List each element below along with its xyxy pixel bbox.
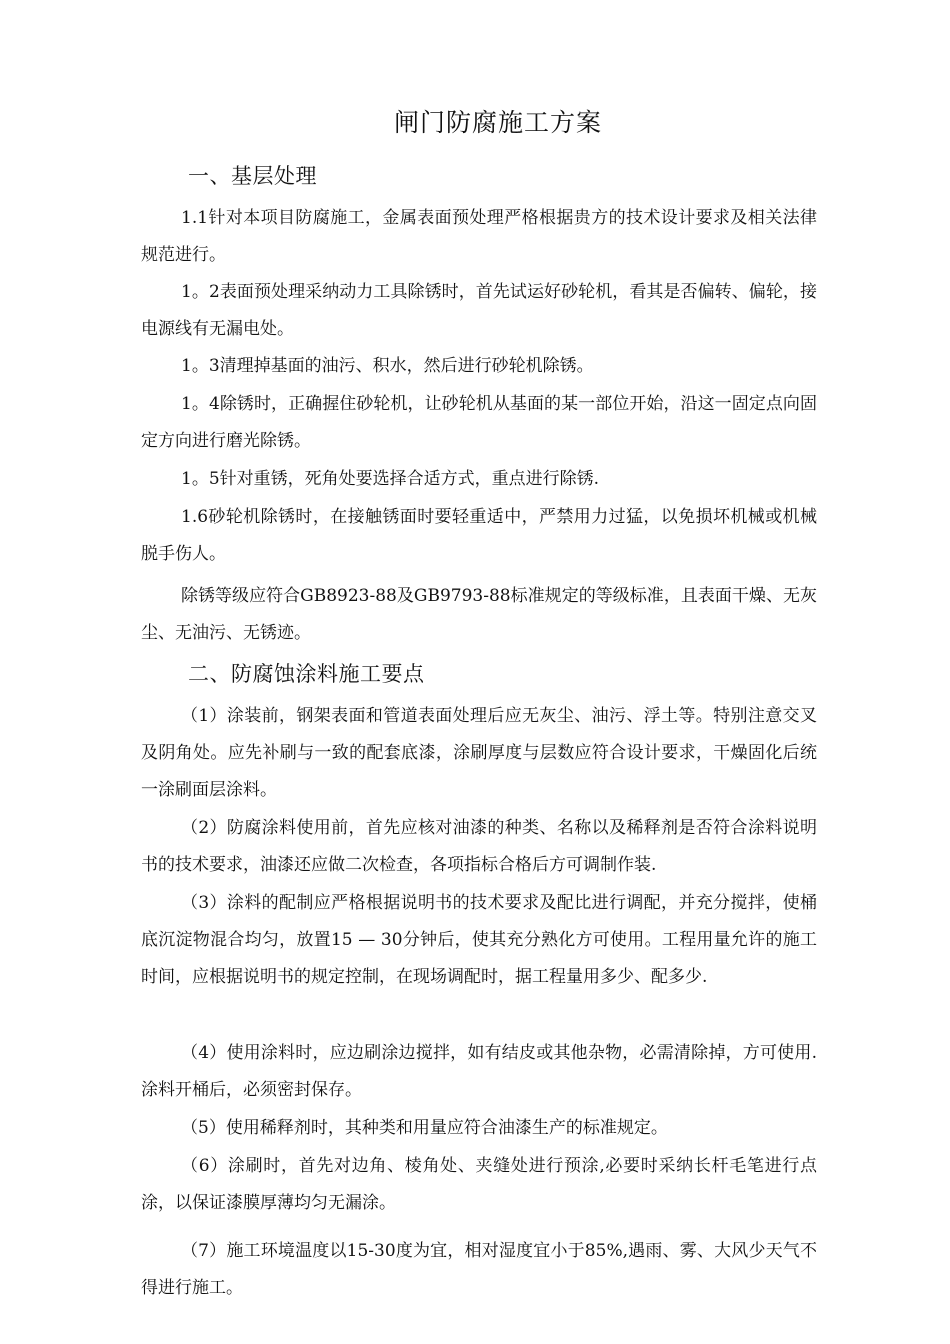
paragraph-1-4: 1。4除锈时，正确握住砂轮机，让砂轮机从基面的某一部位开始，沿这一固定点向固定方向进行磨光除锈。 [141, 394, 817, 451]
section-heading-1: 一、基层处理 [188, 164, 317, 188]
document-title: 闸门防腐施工方案 [393, 108, 602, 137]
paragraph-1-3: 1。3清理掉基面的油污、积水，然后进行砂轮机除锈。 [181, 356, 594, 376]
paragraph-1-1: 1.1针对本项目防腐施工，金属表面预处理严格根据贵方的技术设计要求及相关法律规范进行。 [141, 208, 817, 265]
paragraph-2-7: （7）施工环境温度以15-30度为宜，相对湿度宜小于85%,遇雨、雾、大风少天气不得进行施工。 [141, 1241, 817, 1298]
paragraph-1-2: 1。2表面预处理采纳动力工具除锈时，首先试运好砂轮机，看其是否偏转、偏轮，接电源线有无漏电处。 [141, 282, 817, 339]
paragraph-1-6: 1.6砂轮机除锈时，在接触锈面时要轻重适中，严禁用力过猛，以免损坏机械或机械脱手伤人。 [141, 507, 817, 564]
section-heading-2: 二、防腐蚀涂料施工要点 [188, 662, 425, 686]
paragraph-2-3: （3）涂料的配制应严格根据说明书的技术要求及配比进行调配，并充分搅拌，使桶底沉淀物混合均匀，放置15 — 30分钟后，使其充分熟化方可使用。工程用量允许的施工时间，应根据说明书的规定控制，在现场调配时，据工程量用多少、配多少. [141, 893, 817, 987]
paragraph-2-2: （2）防腐涂料使用前，首先应核对油漆的种类、名称以及稀释剂是否符合涂料说明书的技术要求，油漆还应做二次检查，各项指标合格后方可调制作装. [141, 818, 817, 875]
paragraph-2-6: （6）涂刷时，首先对边角、棱角处、夹缝处进行预涂,必要时采纳长杆毛笔进行点涂，以保证漆膜厚薄均匀无漏涂。 [141, 1156, 817, 1213]
paragraph-1-7: 除锈等级应符合GB8923-88及GB9793-88标准规定的等级标准，且表面干燥、无灰尘、无油污、无锈迹。 [141, 586, 817, 643]
paragraph-2-5: （5）使用稀释剂时，其种类和用量应符合油漆生产的标准规定。 [181, 1118, 668, 1138]
paragraph-2-4: （4）使用涂料时，应边刷涂边搅拌，如有结皮或其他杂物，必需清除掉，方可使用.涂料开桶后，必须密封保存。 [141, 1043, 817, 1100]
paragraph-1-5: 1。5针对重锈，死角处要选择合适方式，重点进行除锈. [181, 469, 600, 489]
paragraph-2-1: （1）涂装前，钢架表面和管道表面处理后应无灰尘、油污、浮土等。特别注意交叉及阴角处。应先补刷与一致的配套底漆，涂刷厚度与层数应符合设计要求，干燥固化后统一涂刷面层涂料。 [141, 706, 817, 800]
